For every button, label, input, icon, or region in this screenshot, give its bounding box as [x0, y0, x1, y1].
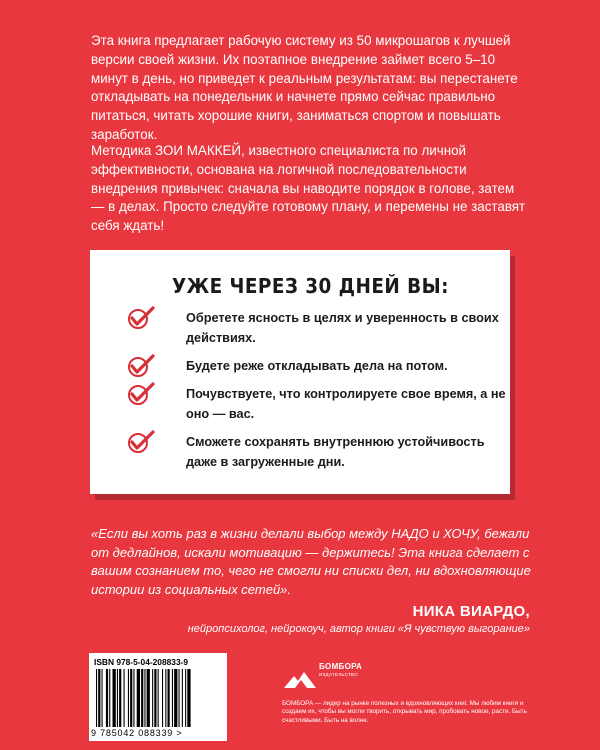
card-title: УЖЕ ЧЕРЕЗ 30 ДНЕЙ ВЫ: — [172, 274, 449, 298]
isbn-label: ISBN 978-5-04-208833-9 — [94, 657, 189, 667]
testimonial-author: НИКА ВИАРДО, — [412, 603, 530, 620]
benefit-text: Будете реже откладывать дела на потом. — [186, 359, 448, 373]
benefits-card — [90, 250, 510, 494]
barcode-bar — [152, 669, 153, 727]
barcode — [89, 653, 227, 741]
publisher-description: БОМБОРА — лидер на рынке полезных и вдохновляющих книг. Мы любим книги и создаем их, чтобы вы могли творить, открывать мир, пробовать новое, расти. Быть счастливыми. Быть на волне. — [282, 700, 527, 724]
barcode-digits: 9 785042 088339 > — [91, 728, 183, 738]
barcode-bar — [144, 669, 145, 727]
barcode-bar — [179, 669, 180, 727]
red-checkmark-icon — [126, 354, 156, 378]
barcode-bar — [119, 669, 121, 727]
intro-paragraph-1: Эта книга предлагает рабочую систему из 50 микрошагов к лучшей версии своей жизни. Их поэтапное внедрение займет всего 5–10 минут в день, но приведет к реальным результатам: вы перестанете откладывать на понедельник и начнете прямо сейчас правильно питаться, читать хорошие книги, заниматься спортом и повышать заработок. — [91, 33, 518, 142]
barcode-bar — [137, 669, 140, 727]
barcode-bar — [182, 669, 183, 727]
barcode-bar — [141, 669, 143, 727]
barcode-bar — [158, 669, 159, 727]
barcode-bar — [124, 669, 125, 727]
barcode-bar — [113, 669, 116, 727]
benefit-text: Обретете ясность в целях и уверенность в своих действиях. — [186, 311, 499, 345]
barcode-bar — [168, 669, 170, 727]
testimonial-quote: «Если вы хоть раз в жизни делали выбор между НАДО и ХОЧУ, бежали от дедлайнов, искали мотивацию — держитесь! Эта книга сделает с вашим сознанием то, чего не смогли ни списки дел, ни вдохновляющие истории из социальных сетей». — [91, 526, 531, 597]
publisher-subtitle: ИЗДАТЕЛЬСТВО — [319, 672, 359, 677]
barcode-bar — [172, 669, 173, 727]
barcode-bar — [133, 669, 134, 727]
barcode-bar — [147, 669, 150, 727]
barcode-bar — [154, 669, 156, 727]
barcode-bar — [130, 669, 132, 727]
red-checkmark-icon — [126, 306, 156, 330]
barcode-bar — [185, 669, 186, 727]
barcode-bar — [109, 669, 110, 727]
red-checkmark-icon — [126, 430, 156, 454]
barcode-bar — [102, 669, 103, 727]
barcode-bar — [117, 669, 118, 727]
barcode-bar — [165, 669, 166, 727]
benefit-text: Почувствуете, что контролируете свое время, а не оно — вас. — [186, 387, 506, 421]
barcode-bars — [95, 669, 221, 727]
barcode-bar — [162, 669, 163, 727]
barcode-bar — [174, 669, 177, 727]
intro-paragraph-2: Методика ЗОИ МАККЕЙ, известного специалиста по личной эффективности, основана на логичной последовательности внедрения привычек: сначала вы наводите порядок в голове, затем — в делах. Просто следуйте готовому плану, и перемены не заставят себя ждать! — [91, 143, 526, 234]
publisher-brand: БОМБОРА — [319, 662, 363, 671]
bombora-logo-icon — [282, 668, 318, 690]
benefit-text: Сможете сохранять внутреннюю устойчивость даже в загруженные дни. — [186, 435, 485, 469]
red-checkmark-icon — [126, 382, 156, 406]
barcode-bar — [128, 669, 129, 727]
barcode-bar — [106, 669, 108, 727]
barcode-bar — [98, 669, 100, 727]
barcode-bar — [187, 669, 190, 727]
testimonial-author-role: нейропсихолог, нейрокоуч, автор книги «Я чувствую выгорание» — [187, 623, 530, 635]
barcode-bar — [96, 669, 97, 727]
